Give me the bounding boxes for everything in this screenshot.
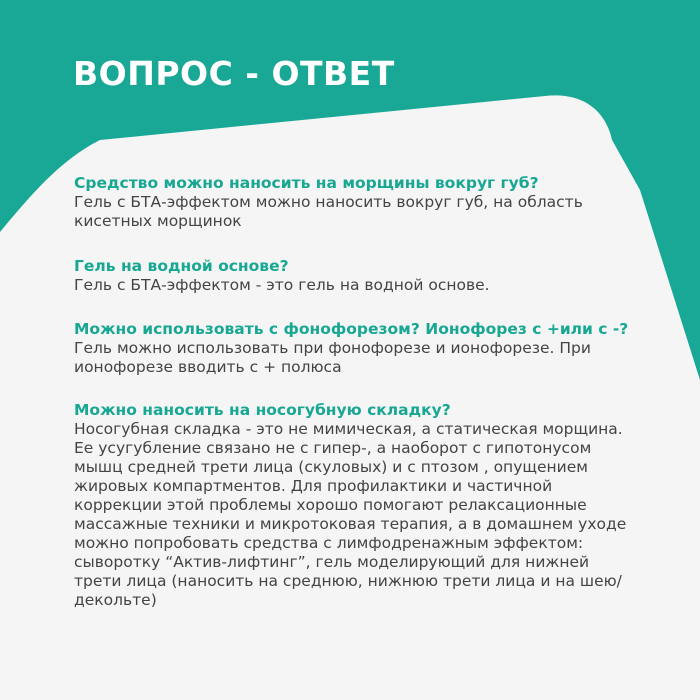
answer-text: Гель можно использовать при фонофорезе и ионофорезе. При ионофорезе вводить с + полюса	[74, 339, 591, 376]
qa-list	[74, 174, 634, 636]
question-text: Можно использовать с фонофорезом? Ионофорез с +или с -?	[74, 320, 629, 338]
answer-text: Носогубная складка - это не мимическая, а статическая морщина. Ее усугубление связано не с гипер-, а наоборот с гипотонусом мышц средней трети лица (скуловых) и с птозом , опущением жировых компартментов. Для профилактики и частичной коррекции этой проблемы хорошо помогают релаксационные массажные техники и микротоковая терапия, а в домашнем уходе можно попробовать средства с лимфодренажным эффектом: сыворотку “Актив-лифтинг”, гель моделирующий для нижней трети лица (наносить на среднюю, нижнюю трети лица и на шею/декольте)	[74, 420, 627, 609]
qa-item	[74, 174, 634, 231]
question-text: Можно наносить на носогубную складку?	[74, 401, 451, 419]
qa-item	[74, 401, 634, 610]
qa-item	[74, 257, 634, 295]
answer-text: Гель с БТА-эффектом можно наносить вокруг губ, на область кисетных морщинок	[74, 193, 583, 230]
answer-text: Гель с БТА-эффектом - это гель на водной основе.	[74, 276, 490, 294]
question-text: Гель на водной основе?	[74, 257, 289, 275]
qa-item	[74, 320, 634, 377]
question-text: Средство можно наносить на морщины вокруг губ?	[74, 174, 539, 192]
page-title: ВОПРОС - ОТВЕТ	[73, 54, 395, 93]
